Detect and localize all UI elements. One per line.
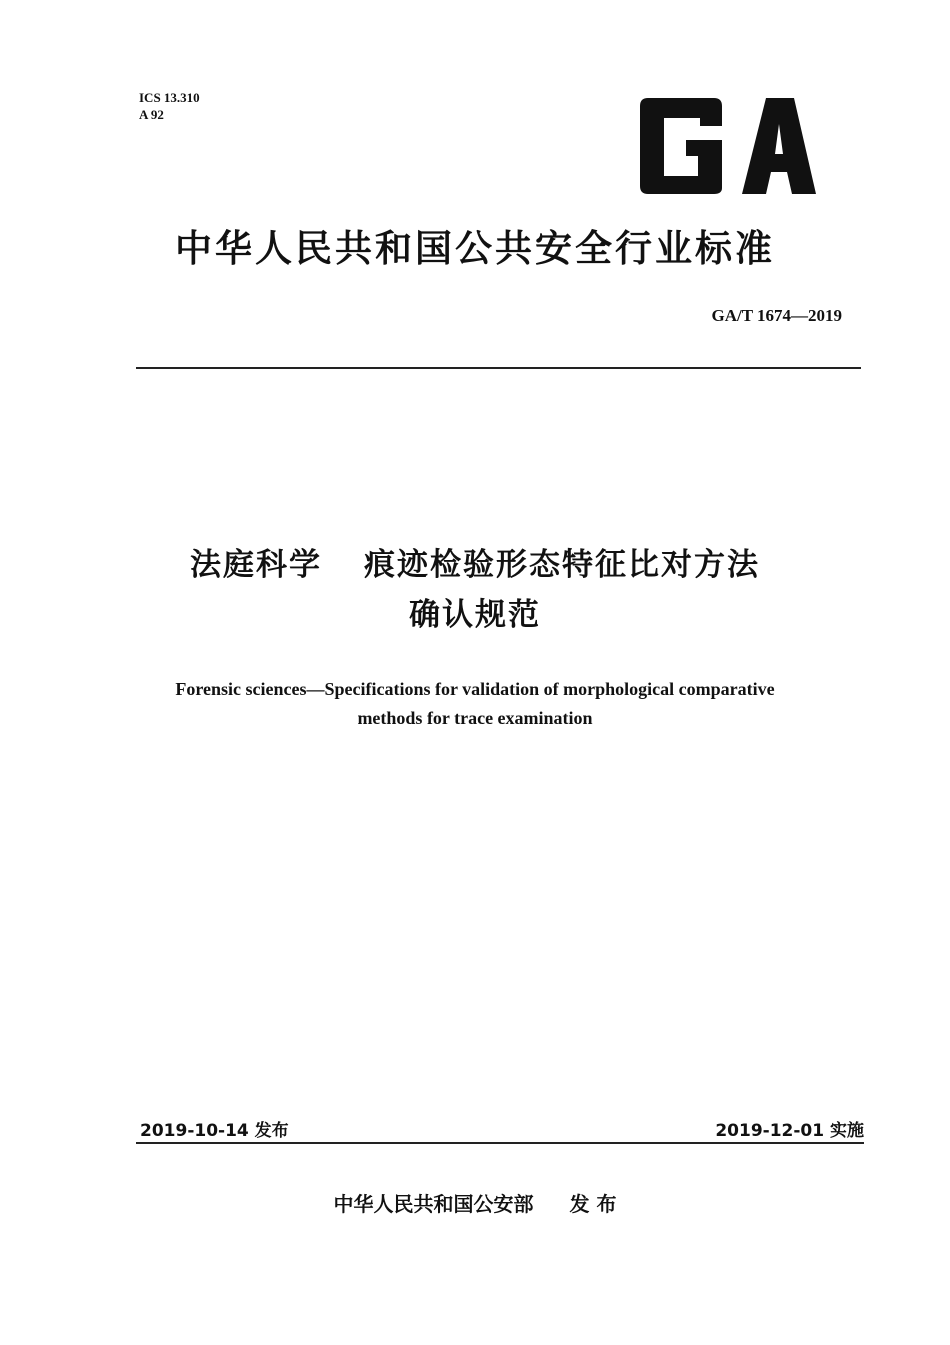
classification-codes	[139, 89, 200, 123]
chinese-title-main: 痕迹检验形态特征比对方法	[364, 547, 760, 583]
ccs-code: A 92	[139, 107, 164, 122]
issuer-action: 发 布	[569, 1192, 617, 1216]
chinese-title-line-2: 确认规范	[409, 597, 541, 633]
issuer-name: 中华人民共和国公安部	[333, 1192, 534, 1216]
top-divider	[136, 367, 861, 369]
chinese-title-line-1	[0, 540, 950, 590]
bottom-divider	[136, 1142, 864, 1144]
english-title	[0, 675, 950, 733]
standard-category-title: 中华人民共和国公共安全行业标准	[175, 227, 775, 270]
english-title-line-2: methods for trace examination	[357, 708, 593, 728]
chinese-title-prefix: 法庭科学	[190, 547, 322, 583]
chinese-title	[0, 540, 950, 640]
standard-number: GA/T 1674—2019	[711, 306, 842, 325]
english-title-line-1: Forensic sciences—Specifications for validation of morphological comparative	[175, 679, 775, 699]
issuer	[0, 1188, 950, 1217]
implementation-date: 2019-12-01 实施	[715, 1121, 864, 1141]
ga-logo	[636, 96, 816, 196]
issue-date: 2019-10-14 发布	[140, 1121, 289, 1141]
ics-code: ICS 13.310	[139, 90, 200, 105]
